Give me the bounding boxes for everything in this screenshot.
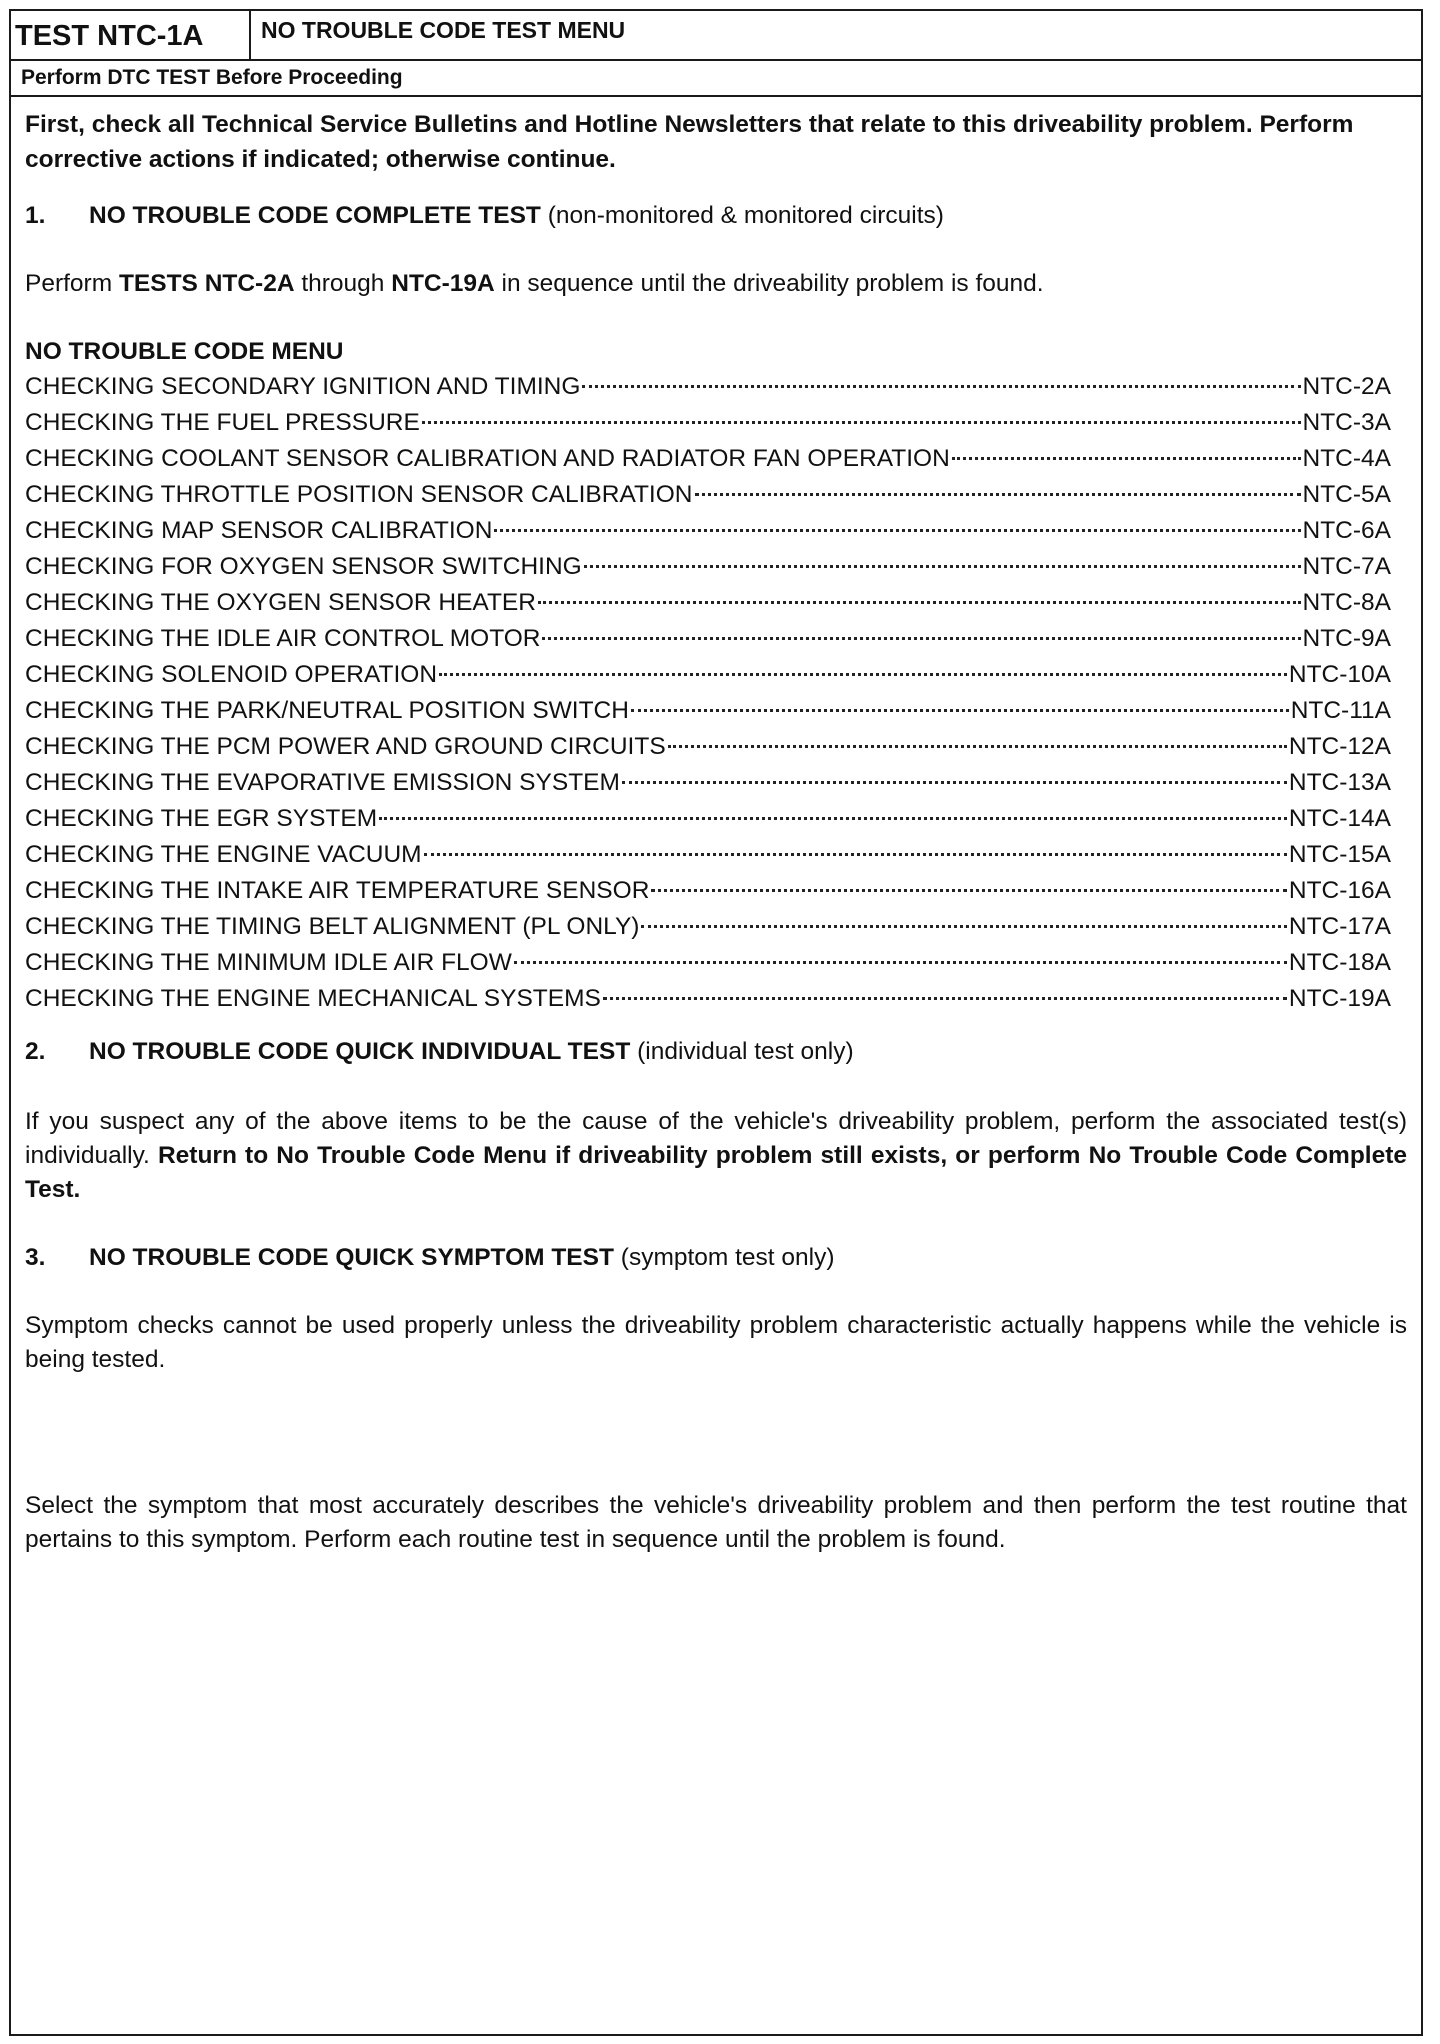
menu-item	[25, 693, 1407, 729]
menu-item-code: NTC-12A	[1288, 733, 1391, 760]
leader-dots	[952, 457, 1301, 460]
leader-dots	[603, 997, 1287, 1000]
menu-item-label: CHECKING SOLENOID OPERATION	[25, 661, 438, 688]
menu-item-code: NTC-17A	[1288, 913, 1391, 940]
menu-item	[25, 945, 1407, 981]
menu-item	[25, 549, 1407, 585]
menu-item-label: CHECKING MAP SENSOR CALIBRATION	[25, 517, 493, 544]
section-1-heading	[25, 199, 1407, 233]
section-2-note: (individual test only)	[637, 1038, 854, 1065]
menu-item-label: CHECKING THE OXYGEN SENSOR HEATER	[25, 589, 536, 616]
menu-item-code: NTC-13A	[1288, 769, 1391, 796]
menu-item-label: CHECKING THE FUEL PRESSURE	[25, 409, 420, 436]
section-1-text-bold-2: NTC-19A	[391, 270, 495, 297]
menu-item-code: NTC-4A	[1302, 445, 1391, 472]
menu-item-label: CHECKING THE INTAKE AIR TEMPERATURE SENSOR	[25, 877, 650, 904]
section-2-text-bold: Return to No Trouble Code Menu if driveability problem still exists, or perform No Trouble Code Complete Test.	[25, 1142, 1408, 1203]
section-1-text-post: in sequence until the driveability problem is found.	[494, 270, 1044, 297]
leader-dots	[538, 601, 1301, 604]
section-1-note: (non-monitored & monitored circuits)	[547, 202, 944, 229]
menu-item-label: CHECKING COOLANT SENSOR CALIBRATION AND RADIATOR FAN OPERATION	[25, 445, 950, 472]
leader-dots	[494, 529, 1300, 532]
section-3-text-1: Symptom checks cannot be used properly unless the driveability problem characteristic actually happens while the vehicle is being tested.	[25, 1312, 1407, 1373]
menu-item-code: NTC-7A	[1302, 553, 1391, 580]
menu-item-label: CHECKING THE TIMING BELT ALIGNMENT (PL ONLY)	[25, 913, 640, 940]
leader-dots	[651, 889, 1286, 892]
intro-paragraph: First, check all Technical Service Bulletins and Hotline Newsletters that relate to this driveability problem. Perform corrective actions if indicated; otherwise continue.	[25, 111, 1354, 173]
leader-dots	[422, 421, 1301, 424]
section-3-number: 3.	[25, 1244, 46, 1271]
menu-item-label: CHECKING THE ENGINE MECHANICAL SYSTEMS	[25, 985, 601, 1012]
section-1-text-mid: through	[294, 270, 392, 297]
leader-dots	[584, 565, 1301, 568]
leader-dots	[641, 925, 1286, 928]
menu-item-label: CHECKING THE EVAPORATIVE EMISSION SYSTEM	[25, 769, 620, 796]
menu-item-code: NTC-8A	[1302, 589, 1391, 616]
menu-item	[25, 621, 1407, 657]
leader-dots	[582, 385, 1300, 388]
section-2-number: 2.	[25, 1038, 46, 1065]
menu-item-code: NTC-15A	[1288, 841, 1391, 868]
menu-title: NO TROUBLE CODE MENU	[25, 338, 344, 365]
leader-dots	[424, 853, 1287, 856]
test-title: NO TROUBLE CODE TEST MENU	[261, 17, 626, 43]
menu-item-code: NTC-10A	[1288, 661, 1391, 688]
leader-dots	[631, 709, 1289, 712]
menu-item-label: CHECKING THE PARK/NEUTRAL POSITION SWITCH	[25, 697, 629, 724]
subtitle: Perform DTC TEST Before Proceeding	[11, 61, 1421, 97]
menu-item	[25, 477, 1407, 513]
menu-item-code: NTC-3A	[1302, 409, 1391, 436]
leader-dots	[439, 673, 1287, 676]
menu-item	[25, 513, 1407, 549]
section-3-title: NO TROUBLE CODE QUICK SYMPTOM TEST	[89, 1244, 614, 1271]
menu-item-code: NTC-2A	[1302, 373, 1391, 400]
menu-item	[25, 801, 1407, 837]
title-row	[11, 11, 1421, 61]
document-page	[9, 9, 1423, 2036]
menu-item-label: CHECKING THE ENGINE VACUUM	[25, 841, 422, 868]
menu-item-code: NTC-14A	[1288, 805, 1391, 832]
menu-item	[25, 405, 1407, 441]
section-3-note: (symptom test only)	[620, 1244, 835, 1271]
menu-item	[25, 765, 1407, 801]
menu-item	[25, 729, 1407, 765]
menu-item	[25, 837, 1407, 873]
leader-dots	[379, 817, 1287, 820]
leader-dots	[542, 637, 1300, 640]
section-3-text-2: Select the symptom that most accurately describes the vehicle's driveability problem and then perform the test routine that pertains to this symptom. Perform each routine test in sequence until the problem is found.	[25, 1492, 1407, 1553]
section-1-text-pre: Perform	[25, 270, 119, 297]
menu-item-label: CHECKING THROTTLE POSITION SENSOR CALIBRATION	[25, 481, 693, 508]
test-id: TEST NTC-1A	[11, 11, 251, 59]
section-1-text-bold-1: TESTS NTC-2A	[118, 270, 295, 297]
menu-item-code: NTC-11A	[1290, 697, 1391, 724]
menu-item	[25, 909, 1407, 945]
menu-item	[25, 873, 1407, 909]
leader-dots	[695, 493, 1301, 496]
content	[11, 107, 1421, 1557]
menu-item	[25, 441, 1407, 477]
menu-item	[25, 981, 1407, 1017]
section-2-text-plain: If you suspect any of the above items to be the cause of the vehicle's driveability problem, perform the associated test(s) individually.	[25, 1108, 1407, 1169]
menu-item	[25, 369, 1407, 405]
menu-item-label: CHECKING THE MINIMUM IDLE AIR FLOW	[25, 949, 512, 976]
menu-item-code: NTC-18A	[1288, 949, 1391, 976]
leader-dots	[668, 745, 1287, 748]
leader-dots	[514, 961, 1287, 964]
section-3-heading	[25, 1241, 1407, 1275]
menu-item-code: NTC-5A	[1302, 481, 1391, 508]
menu-item-code: NTC-9A	[1302, 625, 1391, 652]
menu-item-label: CHECKING THE PCM POWER AND GROUND CIRCUITS	[25, 733, 666, 760]
section-1-title: NO TROUBLE CODE COMPLETE TEST	[89, 202, 541, 229]
leader-dots	[622, 781, 1287, 784]
menu-item-code: NTC-6A	[1302, 517, 1391, 544]
menu-item-label: CHECKING THE IDLE AIR CONTROL MOTOR	[25, 625, 541, 652]
menu-item	[25, 657, 1407, 693]
menu-item-label: CHECKING FOR OXYGEN SENSOR SWITCHING	[25, 553, 582, 580]
section-1-number: 1.	[25, 202, 46, 229]
menu-item-label: CHECKING SECONDARY IGNITION AND TIMING	[25, 373, 581, 400]
section-2-title: NO TROUBLE CODE QUICK INDIVIDUAL TEST	[89, 1038, 631, 1065]
menu-item-code: NTC-19A	[1288, 985, 1391, 1012]
section-1-text	[25, 267, 1407, 301]
menu-item-code: NTC-16A	[1288, 877, 1391, 904]
section-2-text	[25, 1105, 1407, 1207]
test-menu-list	[25, 369, 1407, 1017]
menu-item	[25, 585, 1407, 621]
section-2-heading	[25, 1035, 1407, 1069]
menu-item-label: CHECKING THE EGR SYSTEM	[25, 805, 378, 832]
